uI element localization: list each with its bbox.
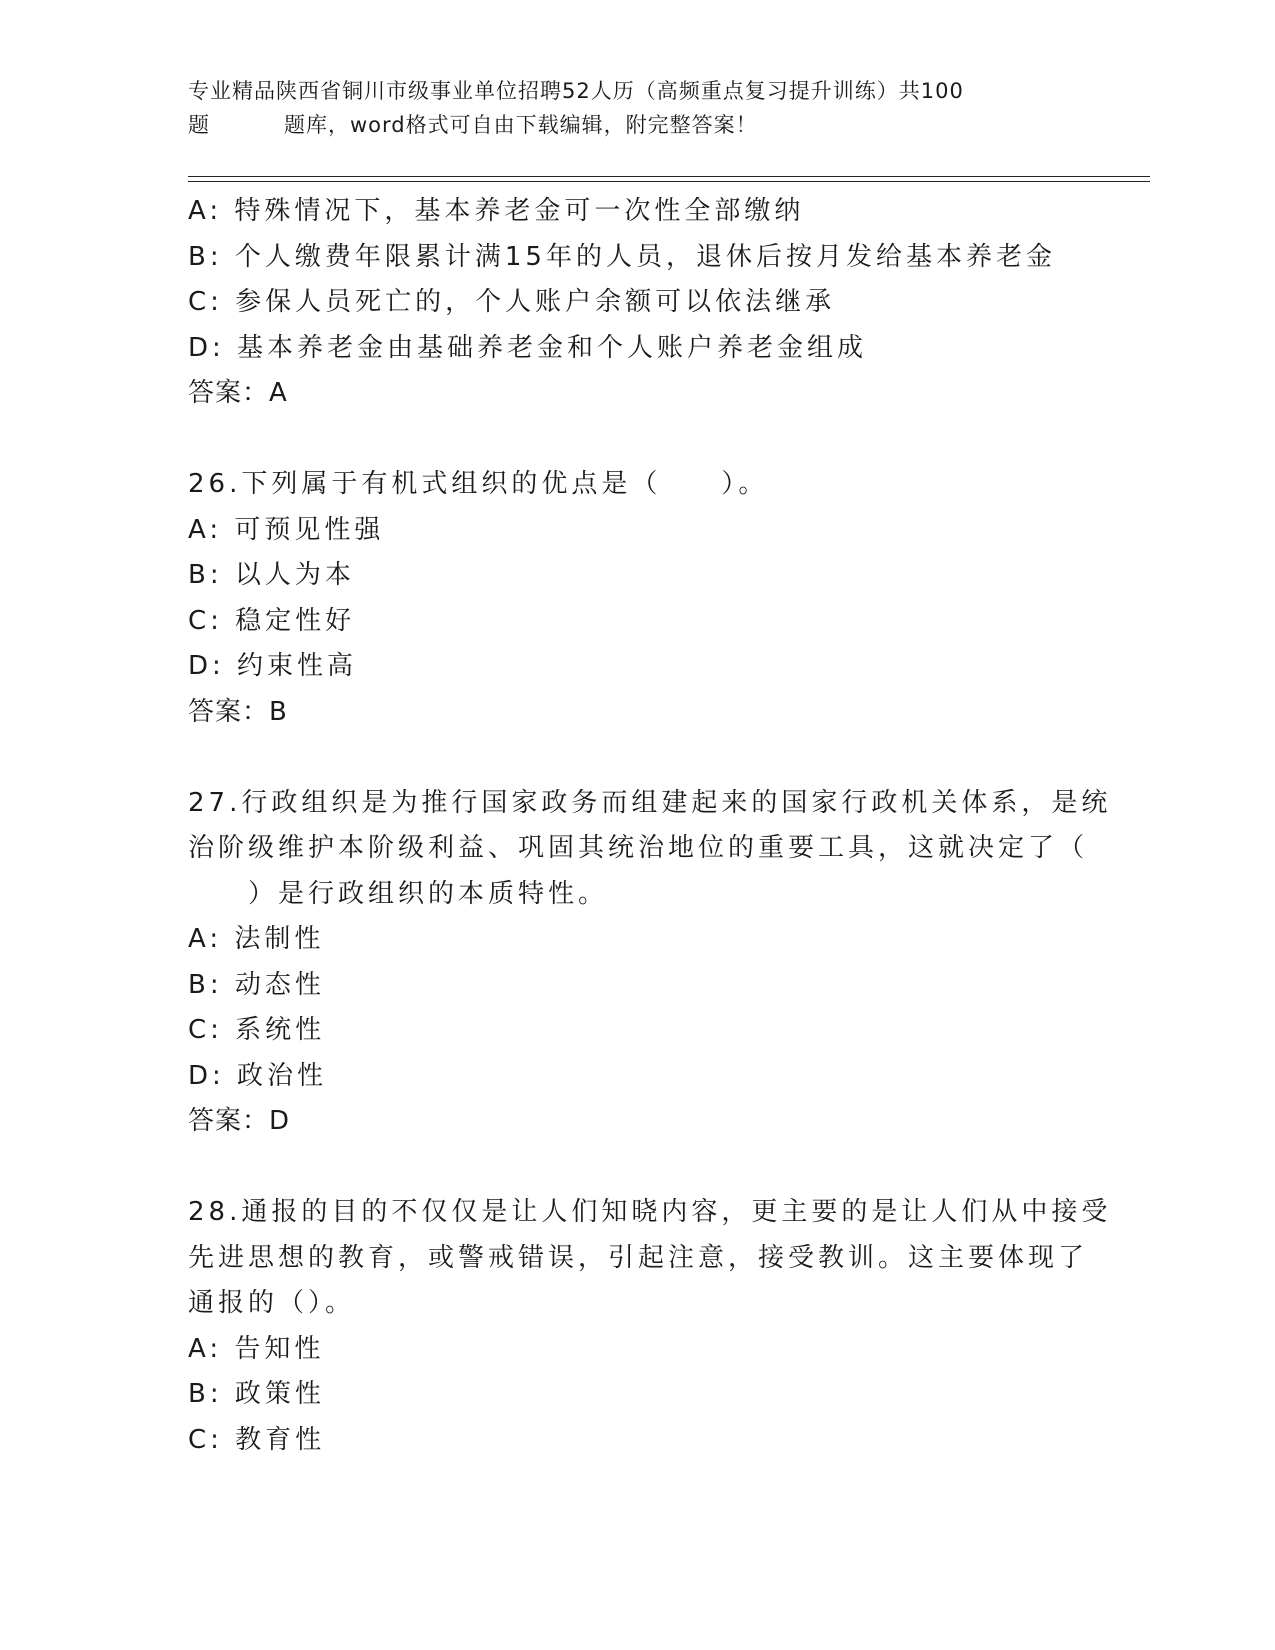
q26-option-c: C: 稳定性好 [188,605,356,636]
q27-stem-line-3-text: ）是行政组织的本质特性。 [248,878,609,909]
header-title-line-2 [188,108,1068,142]
q25-option-a: A: 特殊情况下，基本养老金可一次性全部缴纳 [188,196,805,226]
q28-stem-line-1: 28.通报的目的不仅仅是让人们知晓内容，更主要的是让人们从中接受 [188,1197,1112,1227]
q27-option-a: A: 法制性 [188,924,325,954]
question-25 [188,189,1088,417]
question-26 [188,462,1088,735]
q26-option-d: D: 约束性高 [188,651,358,681]
q25-answer: 答案：A [188,378,288,408]
q27-stem-line-3 [188,872,1088,918]
q28-stem-line-3: 通报的（）。 [188,1288,356,1318]
document-header [188,74,1068,142]
q28-option-a: A: 告知性 [188,1333,325,1364]
q26-option-b: B: 以人为本 [188,560,355,590]
q28-option-b: B: 政策性 [188,1379,325,1409]
q25-option-d: D: 基本养老金由基础养老金和个人账户养老金组成 [188,332,868,363]
question-28 [188,1190,1112,1463]
header-title-line-2-a: 题 [188,113,210,137]
q26-stem: 26.下列属于有机式组织的优点是（ ）。 [188,469,769,499]
header-title-line-1: 专业精品陕西省铜川市级事业单位招聘52人历（高频重点复习提升训练）共100 [188,79,964,103]
q27-answer: 答案：D [188,1106,291,1136]
q27-option-b: B: 动态性 [188,969,325,1000]
q28-stem-line-2: 先进思想的教育，或警戒错误，引起注意，接受教训。这主要体现了 [188,1242,1089,1273]
q27-option-c: C: 系统性 [188,1015,326,1045]
question-27 [188,781,1112,1145]
q27-option-d: D: 政治性 [188,1060,328,1091]
header-divider-top [188,176,1150,177]
q25-option-b: B: 个人缴费年限累计满15年的人员，退休后按月发给基本养老金 [188,241,1056,272]
header-divider-bottom [188,181,1150,182]
q27-stem-line-2: 治阶级维护本阶级利益、巩固其统治地位的重要工具，这就决定了（ [188,833,1089,863]
q28-option-c: C: 教育性 [188,1424,326,1455]
q26-answer: 答案：B [188,696,288,727]
q27-stem-line-1: 27.行政组织是为推行国家政务而组建起来的国家行政机关体系，是统 [188,787,1112,818]
question-content [188,189,1112,1463]
q26-option-a: A: 可预见性强 [188,514,385,545]
header-title-line-2-b: 题库，word格式可自由下载编辑，附完整答案！ [284,113,758,137]
q25-option-c: C: 参保人员死亡的，个人账户余额可以依法继承 [188,287,836,317]
